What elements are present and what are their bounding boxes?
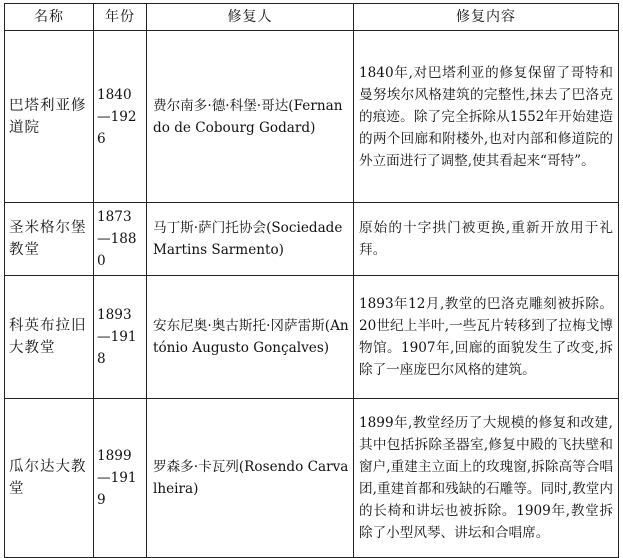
cell-name: 圣米格尔堡教堂 (5, 203, 94, 276)
restoration-table (4, 3, 619, 558)
cell-name: 科英布拉旧大教堂 (5, 276, 94, 399)
cell-restorer: 马丁斯·萨门托协会(Sociedade Martins Sarmento) (147, 203, 354, 276)
header-name: 名称 (5, 4, 94, 31)
table-row (5, 399, 619, 558)
header-row (5, 4, 619, 31)
cell-years: 1840—1926 (94, 31, 147, 203)
cell-name: 瓜尔达大教堂 (5, 399, 94, 558)
cell-years: 1893—1918 (94, 276, 147, 399)
table-row (5, 203, 619, 276)
table-row (5, 276, 619, 399)
cell-restorer: 罗森多·卡瓦列(Rosendo Carvalheira) (147, 399, 354, 558)
cell-restorer: 费尔南多·德·科堡·哥达(Fernando de Cobourg Godard) (147, 31, 354, 203)
table-row (5, 31, 619, 203)
cell-years: 1873—1880 (94, 203, 147, 276)
cell-content: 1893年12月,教堂的巴洛克雕刻被拆除。20世纪上半叶,一些瓦片转移到了拉梅戈博物馆。1907年,回廊的面貌发生了改变,拆除了一座庞巴尔风格的建筑。 (354, 276, 619, 399)
header-years: 年份 (94, 4, 147, 31)
header-content: 修复内容 (354, 4, 619, 31)
table-header (5, 4, 619, 31)
cell-content: 1840年,对巴塔利亚的修复保留了哥特和曼努埃尔风格建筑的完整性,抹去了巴洛克的痕迹。除了完全拆除从1552年开始建造的两个回廊和附楼外,也对内部和修道院的外立面进行了调整,使其看起来“哥特”。 (354, 31, 619, 203)
cell-content: 原始的十字拱门被更换,重新开放用于礼拜。 (354, 203, 619, 276)
cell-name: 巴塔利亚修道院 (5, 31, 94, 203)
cell-years: 1899—1919 (94, 399, 147, 558)
cell-content: 1899年,教堂经历了大规模的修复和改建,其中包括拆除圣器室,修复中殿的飞扶壁和窗户,重建主立面上的玫瑰窗,拆除高等合唱团,重建首都和残缺的石雕等。同时,教堂内的长椅和讲坛也被拆除。1909年,教堂拆除了小型风琴、讲坛和合唱席。 (354, 399, 619, 558)
header-restorer: 修复人 (147, 4, 354, 31)
table-body (5, 31, 619, 558)
cell-restorer: 安东尼奥·奥古斯托·冈萨雷斯(António Augusto Gonçalves) (147, 276, 354, 399)
